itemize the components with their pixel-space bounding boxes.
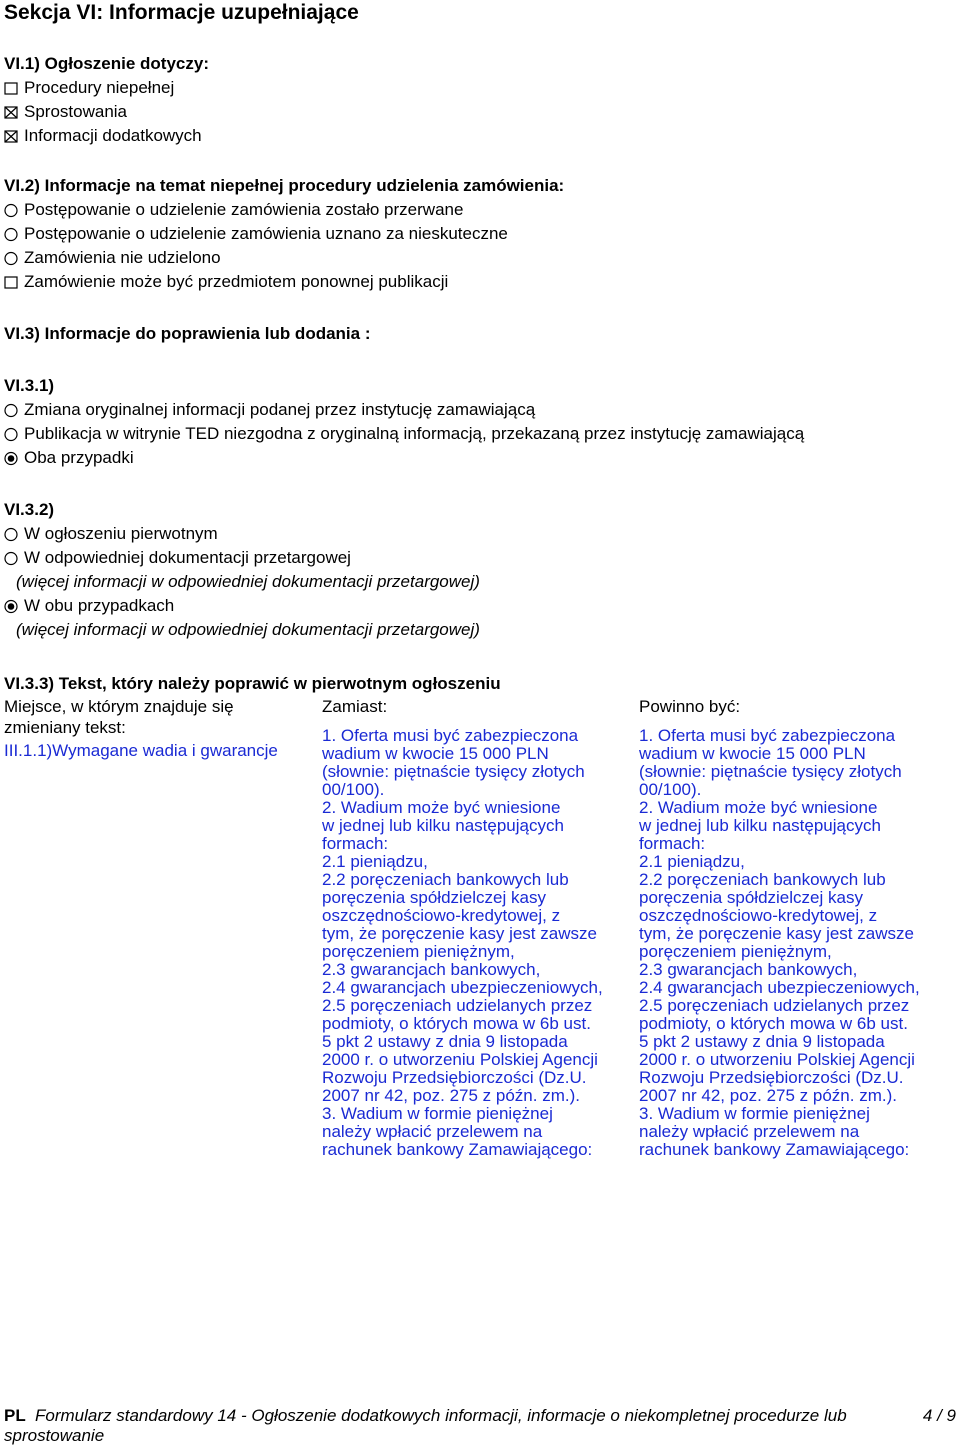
change-text-line: należy wpłacić przelewem na: [639, 1122, 860, 1141]
change-text-line: poręczeniem pieniężnym,: [322, 942, 515, 961]
vi31-option-label: Zmiana oryginalnej informacji podanej przez instytucję zamawiającą: [24, 400, 536, 419]
change-text-line: oszczędnościowo-kredytowej, z: [639, 906, 878, 925]
vi1-option-sprostowania: [4, 100, 209, 124]
change-text-line: 2000 r. o utworzeniu Polskiej Agencji: [639, 1050, 915, 1069]
change-text-line: 00/100).: [639, 780, 702, 799]
checkbox-empty-icon: [4, 81, 19, 96]
change-text-line: 2.2 poręczeniach bankowych lub: [322, 870, 569, 889]
change-text-line: Rozwoju Przedsiębiorczości (Dz.U.: [639, 1068, 904, 1087]
radio-selected-icon: [4, 599, 19, 614]
vi2-heading: VI.2) Informacje na temat niepełnej procedury udzielenia zamówienia:: [4, 176, 565, 195]
section-vi2: [4, 174, 564, 294]
vi33-heading: VI.3.3) Tekst, który należy poprawić w pierwotnym ogłoszeniu: [4, 674, 501, 693]
vi32-option-label: W ogłoszeniu pierwotnym: [24, 524, 218, 543]
vi2-radio-label: Postępowanie o udzielenie zamówienia zostało przerwane: [24, 200, 464, 219]
change-text-line: 2.2 poręczeniach bankowych lub: [639, 870, 886, 889]
change-text-line: 2007 nr 42, poz. 275 z późn. zm.).: [322, 1086, 580, 1105]
change-text-line: wadium w kwocie 15 000 PLN: [322, 744, 549, 763]
radio-empty-icon: [4, 527, 19, 542]
vi31-option-label: Oba przypadki: [24, 448, 134, 467]
change-text-line: 00/100).: [322, 780, 385, 799]
vi2-radio-label: Postępowanie o udzielenie zamówienia uznano za nieskuteczne: [24, 224, 508, 243]
change-text-line: formach:: [639, 834, 706, 853]
change-text-line: należy wpłacić przelewem na: [322, 1122, 543, 1141]
change-text-line: wadium w kwocie 15 000 PLN: [639, 744, 866, 763]
place-value: III.1.1)Wymagane wadia i gwarancje: [4, 741, 278, 760]
checkbox-checked-icon: [4, 105, 19, 120]
section-vi3: [4, 322, 371, 346]
vi1-option-label: Procedury niepełnej: [24, 78, 175, 97]
change-text-line: 2.1 pieniądzu,: [322, 852, 428, 871]
vi32-heading: VI.3.2): [4, 500, 55, 519]
vi31-option-publikacja: [4, 422, 804, 446]
footer-form-line: Formularz standardowy 14 - Ogłoszenie dodatkowych informacji, informacje o niekompletnej procedurze lub: [35, 1406, 847, 1425]
vi2-radio-nie-udzielono: [4, 246, 564, 270]
radio-empty-icon: [4, 203, 19, 218]
col-place-header: [4, 696, 316, 738]
footer-form-title: [35, 1406, 847, 1426]
vi31-option-oba: [4, 446, 804, 470]
vi1-option-label: Sprostowania: [24, 102, 128, 121]
change-text-line: 2. Wadium może być wniesione: [322, 798, 561, 817]
radio-selected-icon: [4, 451, 19, 466]
change-text-line: poręczenia spółdzielczej kasy: [639, 888, 863, 907]
vi32-option-pierwotne: [4, 522, 480, 546]
vi1-option-procedury: [4, 76, 209, 100]
change-text-line: 2.3 gwarancjach bankowych,: [639, 960, 858, 979]
vi3-heading: VI.3) Informacje do poprawienia lub dodania :: [4, 324, 371, 343]
vi32-option-dokumentacja: [4, 546, 480, 570]
change-text-line: 2.1 pieniądzu,: [639, 852, 745, 871]
radio-empty-icon: [4, 427, 19, 442]
col-place: [4, 696, 316, 761]
change-text-line: 5 pkt 2 ustawy z dnia 9 listopada: [322, 1032, 568, 1051]
change-text-line: 2.4 gwarancjach ubezpieczeniowych,: [639, 978, 920, 997]
vi1-heading: VI.1) Ogłoszenie dotyczy:: [4, 54, 209, 73]
vi31-heading: VI.3.1): [4, 376, 55, 395]
footer-form-line: sprostowanie: [4, 1426, 105, 1445]
col-instead-header: Zamiast:: [322, 697, 388, 716]
checkbox-empty-icon: [4, 275, 19, 290]
change-text-line: tym, że poręczenie kasy jest zawsze: [322, 924, 597, 943]
footer-page-number: 4 / 9: [922, 1406, 956, 1425]
change-text-line: oszczędnościowo-kredytowej, z: [322, 906, 561, 925]
change-text-line: 3. Wadium w formie pieniężnej: [322, 1104, 553, 1123]
change-text-line: (słownie: piętnaście tysięcy złotych: [322, 762, 585, 781]
change-text-line: tym, że poręczenie kasy jest zawsze: [639, 924, 914, 943]
col-place-header-line: Miejsce, w którym znajduje się: [4, 697, 234, 716]
section-vi31: [4, 374, 804, 470]
change-text-line: formach:: [322, 834, 389, 853]
vi1-option-informacji: [4, 124, 209, 148]
change-text-line: 2000 r. o utworzeniu Polskiej Agencji: [322, 1050, 598, 1069]
vi2-radio-label: Zamówienia nie udzielono: [24, 248, 221, 267]
change-text-line: 2.4 gwarancjach ubezpieczeniowych,: [322, 978, 603, 997]
section-vi32: [4, 498, 480, 642]
col-instead: [322, 696, 640, 1159]
change-text-line: podmioty, o których mowa w 6b ust.: [639, 1014, 908, 1033]
radio-empty-icon: [4, 251, 19, 266]
radio-empty-icon: [4, 551, 19, 566]
radio-empty-icon: [4, 227, 19, 242]
change-text-line: w jednej lub kilku następujących: [639, 816, 881, 835]
change-text-line: 2. Wadium może być wniesione: [639, 798, 878, 817]
vi2-radio-przerwane: [4, 198, 564, 222]
change-text-line: 2.5 poręczeniach udzielanych przez: [322, 996, 593, 1015]
change-text-line: 5 pkt 2 ustawy z dnia 9 listopada: [639, 1032, 885, 1051]
change-text-line: 2007 nr 42, poz. 275 z późn. zm.).: [639, 1086, 897, 1105]
vi31-option-zmiana: [4, 398, 804, 422]
vi32-option-label: W obu przypadkach: [24, 596, 175, 615]
vi32-note: (więcej informacji w odpowiedniej dokumentacji przetargowej): [16, 572, 480, 591]
change-text-line: 2.5 poręczeniach udzielanych przez: [639, 996, 910, 1015]
section-title: Sekcja VI: Informacje uzupełniające: [4, 1, 359, 24]
change-text-line: 1. Oferta musi być zabezpieczona: [639, 726, 896, 745]
col-shouldbe-header: Powinno być:: [639, 697, 741, 716]
change-text-line: poręczenia spółdzielczej kasy: [322, 888, 546, 907]
change-text-line: 1. Oferta musi być zabezpieczona: [322, 726, 579, 745]
section-vi1: [4, 52, 209, 148]
shouldbe-text: [639, 727, 959, 1159]
change-text-line: Rozwoju Przedsiębiorczości (Dz.U.: [322, 1068, 587, 1087]
vi2-radio-nieskuteczne: [4, 222, 564, 246]
change-text-line: rachunek bankowy Zamawiającego:: [639, 1140, 910, 1159]
change-text-line: w jednej lub kilku następujących: [322, 816, 564, 835]
change-text-line: poręczeniem pieniężnym,: [639, 942, 832, 961]
vi32-option-obu: [4, 594, 480, 618]
change-text-line: podmioty, o których mowa w 6b ust.: [322, 1014, 591, 1033]
change-text-line: rachunek bankowy Zamawiającego:: [322, 1140, 593, 1159]
vi32-note: (więcej informacji w odpowiedniej dokumentacji przetargowej): [16, 620, 480, 639]
instead-text: [322, 727, 640, 1159]
footer-lang: PL: [4, 1406, 26, 1425]
vi32-option-label: W odpowiedniej dokumentacji przetargowej: [24, 548, 351, 567]
vi2-checkbox-label: Zamówienie może być przedmiotem ponownej publikacji: [24, 272, 449, 291]
vi1-option-label: Informacji dodatkowych: [24, 126, 202, 145]
change-text-line: (słownie: piętnaście tysięcy złotych: [639, 762, 902, 781]
checkbox-checked-icon: [4, 129, 19, 144]
radio-empty-icon: [4, 403, 19, 418]
col-shouldbe: [639, 696, 959, 1159]
change-text-line: 2.3 gwarancjach bankowych,: [322, 960, 541, 979]
vi31-option-label: Publikacja w witrynie TED niezgodna z oryginalną informacją, przekazaną przez instytucję zamawiającą: [24, 424, 805, 443]
vi2-checkbox-ponowna-publikacja: [4, 270, 564, 294]
col-place-header-line: zmieniany tekst:: [4, 718, 126, 737]
change-text-line: 3. Wadium w formie pieniężnej: [639, 1104, 870, 1123]
section-vi33: [4, 672, 501, 696]
